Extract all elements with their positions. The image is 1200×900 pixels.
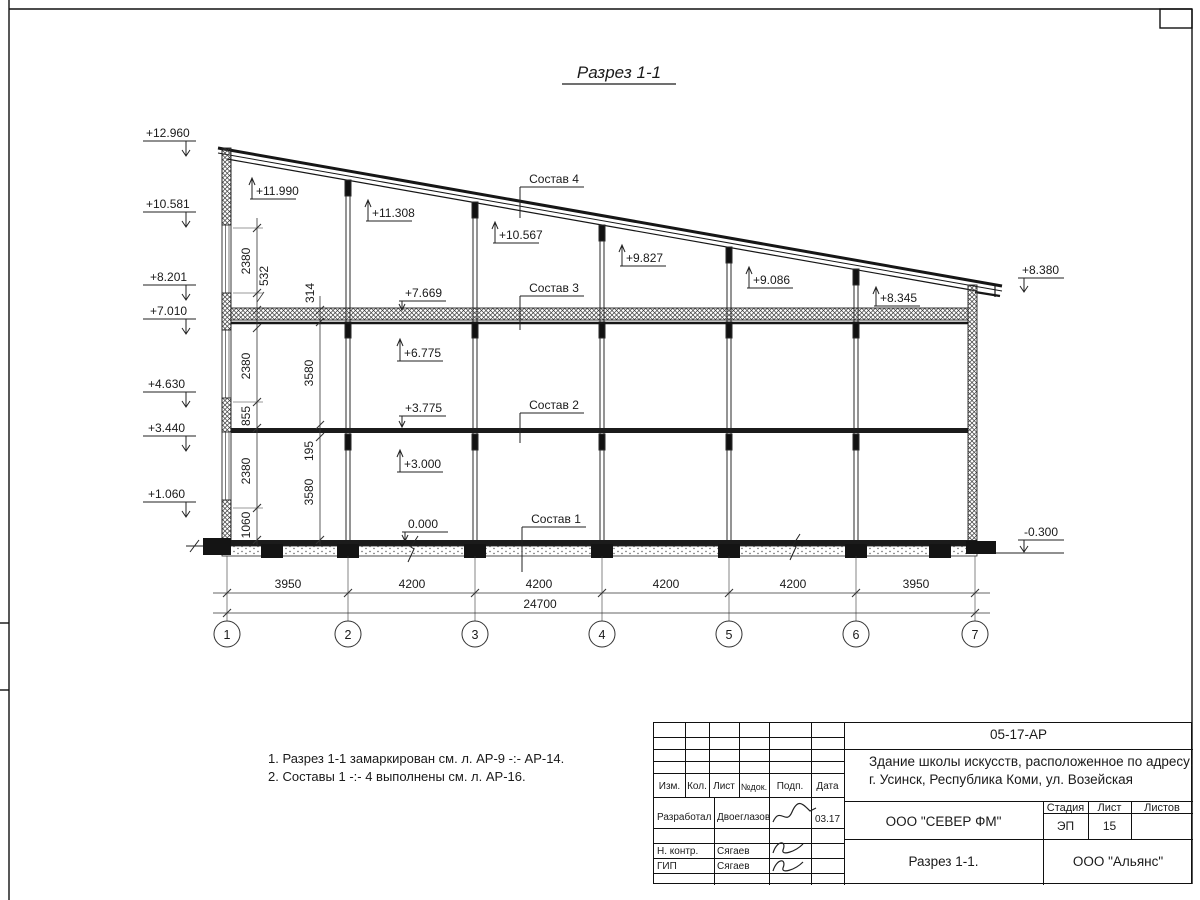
- tb-sheet-label: Лист: [1097, 802, 1122, 814]
- elev-12960: +12.960: [146, 126, 190, 140]
- vdim-2380-top: 2380: [239, 247, 253, 275]
- vertical-dim-chain-a: [233, 218, 271, 545]
- tb-drawing-title: Разрез 1-1.: [908, 854, 979, 869]
- vdim-532: 532: [257, 265, 271, 287]
- elev-3000: +3.000: [404, 457, 442, 471]
- tb-stage-value: ЭП: [1056, 819, 1075, 833]
- tb-sheets-label: Листов: [1144, 802, 1180, 814]
- sostav-2-label: Состав 2: [529, 398, 579, 412]
- tb-role-ncontrol: Н. контр.: [657, 846, 699, 857]
- grid-bubble-1: 1: [223, 628, 231, 642]
- vdim-195: 195: [302, 440, 316, 462]
- sostav-4-label: Состав 4: [529, 172, 579, 186]
- tb-name-ncontrol: Сягаев: [717, 846, 750, 857]
- vdim-3580-top: 3580: [302, 359, 316, 387]
- elev-7010: +7.010: [150, 304, 188, 318]
- hdim-2-3: 4200: [398, 577, 426, 591]
- grid-bubble-5: 5: [725, 628, 733, 642]
- tb-role-developer: Разработал: [657, 812, 712, 823]
- elev-3440: +3.440: [148, 421, 186, 435]
- vdim-2380-mid: 2380: [239, 352, 253, 380]
- elev-10567: +10.567: [499, 228, 543, 242]
- elev-7669: +7.669: [405, 286, 443, 300]
- grid-bubble-2: 2: [344, 628, 352, 642]
- elev-11308: +11.308: [372, 206, 415, 220]
- tb-header-ndok: №док.: [740, 782, 768, 792]
- grid-bubble-3: 3: [471, 628, 479, 642]
- title-block: [653, 722, 1192, 884]
- column-grid-2: [345, 180, 351, 540]
- tb-header-kol: Кол.: [687, 781, 707, 792]
- elev-minus-0300: -0.300: [1024, 525, 1059, 539]
- left-wall: [222, 148, 231, 545]
- elev-10581: +10.581: [146, 197, 190, 211]
- roof-fascia: [975, 292, 1000, 296]
- tb-role-gip: ГИП: [657, 861, 677, 872]
- left-wall-windows: [226, 225, 230, 500]
- signature-gip: [769, 856, 809, 876]
- elev-8201: +8.201: [150, 270, 188, 284]
- signature-ncontrol: [769, 838, 809, 858]
- grid-bubbles: [214, 621, 988, 647]
- tb-header-podp: Подп.: [776, 781, 804, 792]
- middle-floor-slab: [231, 428, 968, 433]
- hdim-3-4: 4200: [525, 577, 553, 591]
- signature-developer: [770, 802, 818, 828]
- tb-name-developer: Двоеглазов: [717, 812, 771, 823]
- tb-header-izm: Изм.: [658, 781, 681, 792]
- sostav-1-label: Состав 1: [531, 512, 581, 526]
- tb-org: ООО "СЕВЕР ФМ": [885, 814, 1002, 829]
- note-1: 1. Разрез 1-1 замаркирован см. л. АР-9 -:- АР-14.: [268, 751, 565, 766]
- hdim-1-2: 3950: [274, 577, 302, 591]
- elev-6775: +6.775: [404, 346, 442, 360]
- elev-9827: +9.827: [626, 251, 664, 265]
- hdim-4-5: 4200: [652, 577, 680, 591]
- right-wall: [968, 285, 977, 545]
- grid-extension-lines: [227, 556, 975, 621]
- columns: [345, 180, 859, 540]
- grid-bubble-4: 4: [598, 628, 606, 642]
- elev-3775: +3.775: [405, 401, 443, 415]
- hdim-6-7: 3950: [902, 577, 930, 591]
- elev-1060: +1.060: [148, 487, 186, 501]
- column-grid-4: [599, 225, 605, 540]
- elev-8345: +8.345: [880, 291, 918, 305]
- elev-4630: +4.630: [148, 377, 186, 391]
- vdim-314: 314: [303, 282, 317, 304]
- tb-name-gip: Сягаев: [717, 861, 750, 872]
- tb-org2: ООО "Альянс": [1072, 854, 1164, 869]
- grid-bubble-6: 6: [852, 628, 860, 642]
- tb-doc-code: 05-17-АР: [989, 727, 1048, 742]
- right-elevation-marks: [1018, 263, 1064, 552]
- left-elevation-marks: [143, 126, 196, 517]
- vdim-2380-low: 2380: [239, 457, 253, 485]
- elev-11990: +11.990: [256, 184, 299, 198]
- hdim-total: 24700: [523, 597, 557, 611]
- tb-project-line2: г. Усинск, Республика Коми, ул. Возейская: [869, 772, 1133, 787]
- vdim-855: 855: [239, 405, 253, 427]
- tb-stage-label: Стадия: [1046, 802, 1085, 814]
- tb-date-developer: 03.17: [814, 814, 841, 825]
- ground-floor-slab: [186, 534, 1064, 562]
- note-2: 2. Составы 1 -:- 4 выполнены см. л. АР-16.: [268, 769, 526, 784]
- elev-9086: +9.086: [753, 273, 791, 287]
- grid-bubble-7: 7: [971, 628, 979, 642]
- tb-header-data: Дата: [816, 781, 839, 792]
- hdim-5-6: 4200: [779, 577, 807, 591]
- drawing-title: [562, 63, 676, 84]
- vdim-3580-low: 3580: [302, 478, 316, 506]
- sostav-3-label: Состав 3: [529, 281, 579, 295]
- horizontal-dimensions: [213, 556, 990, 621]
- column-grid-3: [472, 202, 478, 540]
- corner-doc-box: [1160, 9, 1192, 28]
- roof: [218, 148, 1002, 297]
- tb-project-line1: Здание школы искусств, расположенное по адресу:: [869, 754, 1194, 769]
- vdim-1060: 1060: [239, 511, 253, 539]
- drawing-notes: [268, 750, 564, 786]
- tb-sheet-value: 15: [1102, 819, 1117, 833]
- column-grid-5: [726, 247, 732, 540]
- section-title-text: Разрез 1-1: [576, 63, 662, 82]
- elev-8380: +8.380: [1022, 263, 1060, 277]
- elev-0000: 0.000: [408, 517, 439, 531]
- tb-header-list: Лист: [713, 781, 735, 792]
